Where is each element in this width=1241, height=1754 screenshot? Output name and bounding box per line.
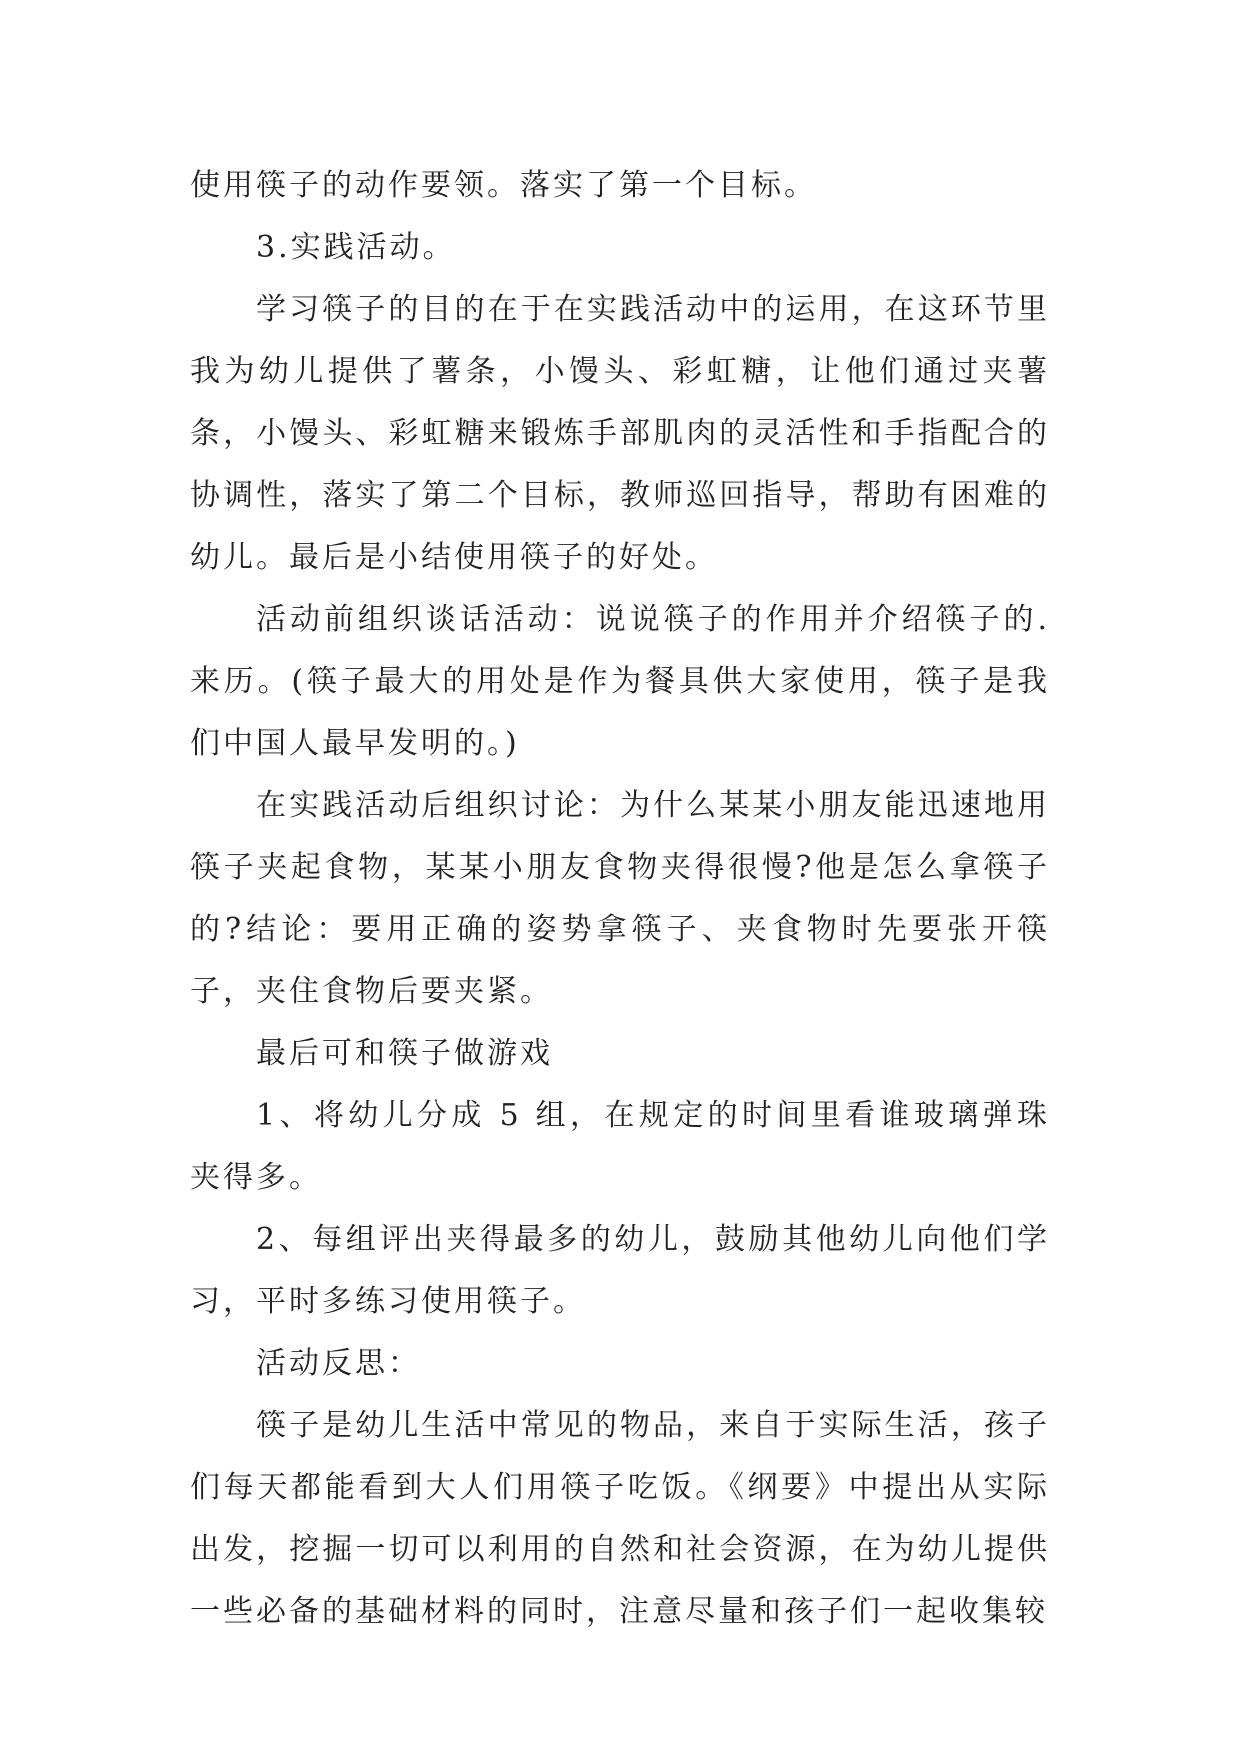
paragraph-1: 使用筷子的动作要领。落实了第一个目标。 [190, 168, 817, 203]
paragraph-6: 最后可和筷子做游戏 [256, 1036, 553, 1071]
paragraph-4: 活动前组织谈话活动：说说筷子的作用并介绍筷子的.来历。(筷子最大的用处是作为餐具供大家使用，筷子是我们中国人最早发明的。) [190, 602, 1050, 761]
document-body [190, 155, 1050, 1643]
paragraph-9: 活动反思： [256, 1346, 421, 1381]
paragraph-8: 2、每组评出夹得最多的幼儿，鼓励其他幼儿向他们学习，平时多练习使用筷子。 [190, 1222, 1050, 1319]
paragraph-2: 3.实践活动。 [256, 230, 456, 265]
paragraph-10: 筷子是幼儿生活中常见的物品，来自于实际生活，孩子们每天都能看到大人们用筷子吃饭。《纲要》中提出从实际出发，挖掘一切可以利用的自然和社会资源，在为幼儿提供一些必备的基础材料的同时，注意尽量和孩子们一起收集较 [190, 1408, 1050, 1629]
paragraph-7: 1、将幼儿分成 5 组，在规定的时间里看谁玻璃弹珠夹得多。 [190, 1098, 1050, 1195]
paragraph-3: 学习筷子的目的在于在实践活动中的运用，在这环节里我为幼儿提供了薯条，小馒头、彩虹糖，让他们通过夹薯条，小馒头、彩虹糖来锻炼手部肌肉的灵活性和手指配合的协调性，落实了第二个目标，教师巡回指导，帮助有困难的幼儿。最后是小结使用筷子的好处。 [190, 292, 1050, 575]
paragraph-5: 在实践活动后组织讨论：为什么某某小朋友能迅速地用筷子夹起食物，某某小朋友食物夹得很慢?他是怎么拿筷子的?结论：要用正确的姿势拿筷子、夹食物时先要张开筷子，夹住食物后要夹紧。 [190, 788, 1050, 1009]
